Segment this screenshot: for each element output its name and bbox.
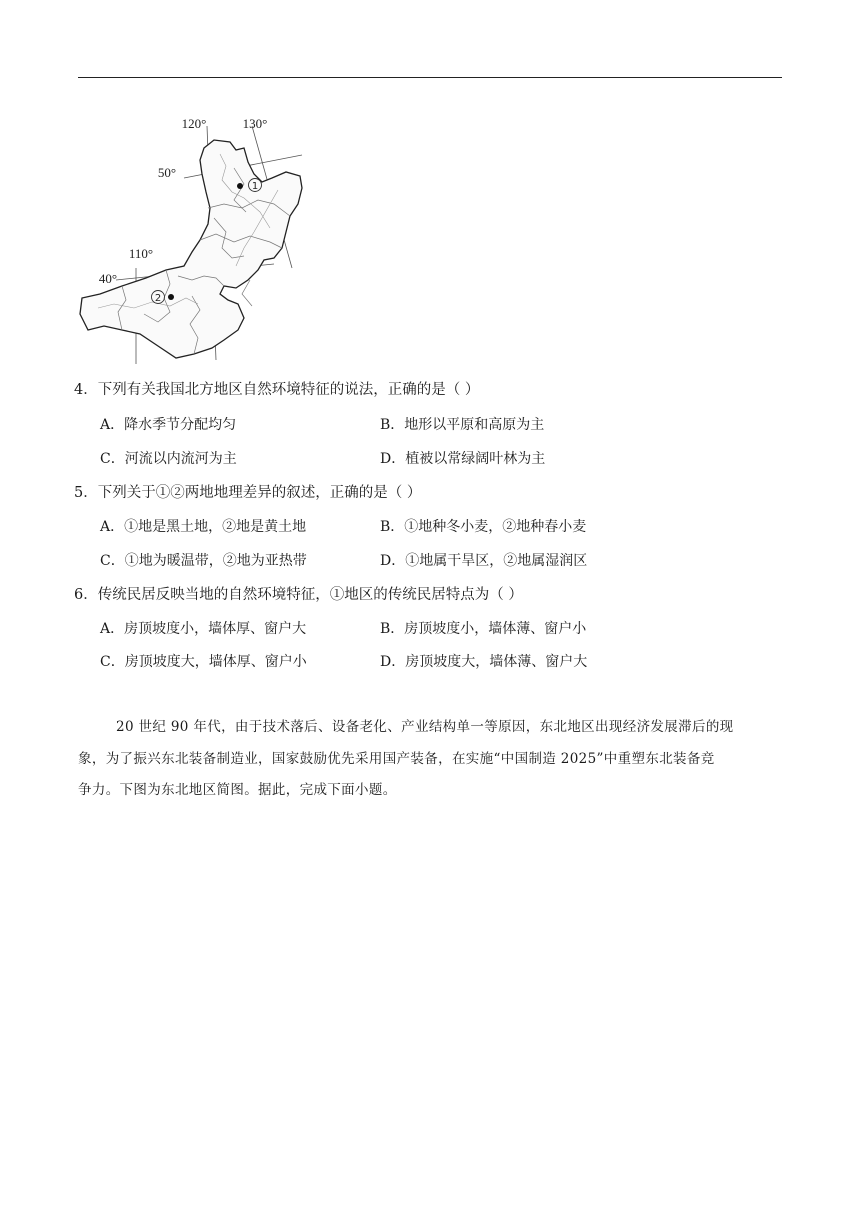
label-120: 120° bbox=[181, 116, 207, 131]
question-5-option-d[interactable]: D．①地属干旱区，②地属湿润区 bbox=[380, 553, 588, 569]
question-5-option-a[interactable]: A．①地是黑土地，②地是黄土地 bbox=[100, 519, 307, 535]
question-6-option-d[interactable]: D．房顶坡度大，墙体薄、窗户大 bbox=[380, 654, 588, 670]
marker-1-label: 1 bbox=[251, 181, 259, 192]
label-130: 130° bbox=[242, 116, 268, 131]
question-5-option-c[interactable]: C．①地为暖温带，②地为亚热带 bbox=[100, 553, 307, 569]
label-110: 110° bbox=[128, 246, 154, 261]
header-rule bbox=[78, 77, 782, 78]
question-4-option-c[interactable]: C．河流以内流河为主 bbox=[100, 451, 237, 467]
question-6-option-a[interactable]: A．房顶坡度小，墙体厚、窗户大 bbox=[100, 621, 307, 637]
question-4-stem: 4．下列有关我国北方地区自然环境特征的说法，正确的是（ ） bbox=[74, 382, 480, 398]
question-5-option-b[interactable]: B．①地种冬小麦，②地种春小麦 bbox=[380, 519, 587, 535]
reading-passage bbox=[78, 712, 782, 807]
passage-line-1: 20 世纪 90 年代，由于技术落后、设备老化、产业结构单一等原因，东北地区出现经济发展滞后的现 bbox=[116, 719, 734, 735]
question-6-stem: 6．传统民居反映当地的自然环境特征，①地区的传统民居特点为（ ） bbox=[74, 587, 523, 603]
question-6-option-c[interactable]: C．房顶坡度大，墙体厚、窗户小 bbox=[100, 654, 307, 670]
question-5-stem: 5．下列关于①②两地地理差异的叙述，正确的是（ ） bbox=[74, 485, 422, 501]
marker-dot-1 bbox=[237, 183, 243, 189]
passage-line-3: 争力。下图为东北地区简图。据此，完成下面小题。 bbox=[78, 782, 397, 798]
question-4-option-a[interactable]: A．降水季节分配均匀 bbox=[100, 417, 237, 433]
label-50: 50° bbox=[157, 165, 177, 180]
marker-2-label: 2 bbox=[154, 293, 162, 304]
question-4-option-d[interactable]: D．植被以常绿阔叶林为主 bbox=[380, 451, 546, 467]
question-6-option-b[interactable]: B．房顶坡度小，墙体薄、窗户小 bbox=[380, 621, 587, 637]
question-4-option-b[interactable]: B．地形以平原和高原为主 bbox=[380, 417, 545, 433]
passage-line-2: 象，为了振兴东北装备制造业，国家鼓励优先采用国产装备，在实施“中国制造 2025”中重塑东北装备竞 bbox=[78, 750, 715, 767]
marker-dot-2 bbox=[168, 294, 174, 300]
label-40: 40° bbox=[98, 271, 118, 286]
northern-china-map bbox=[74, 108, 314, 364]
